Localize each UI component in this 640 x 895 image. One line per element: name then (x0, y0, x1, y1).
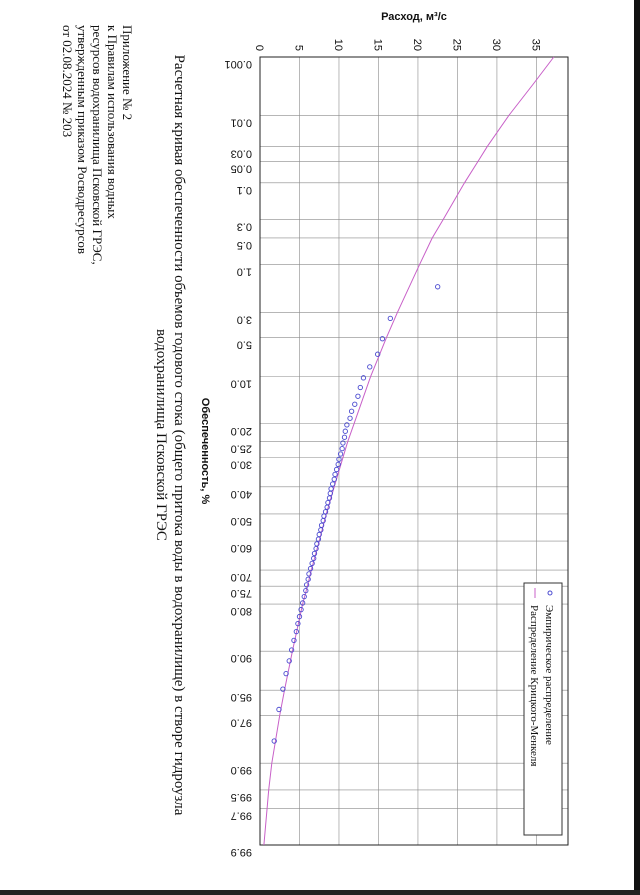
appendix-line-4: утвержденным приказом Росводресурсов (75, 25, 90, 254)
x-tick-label: 5.0 (236, 338, 252, 351)
x-tick-label: 20.0 (230, 424, 252, 437)
x-tick-label: 90.0 (230, 652, 252, 665)
y-tick-label: 30 (489, 38, 502, 51)
data-point (332, 477, 336, 481)
x-tick-label: 0.5 (236, 238, 252, 251)
data-point (349, 409, 353, 413)
x-tick-label: 95.0 (230, 691, 252, 704)
data-point (435, 285, 439, 289)
x-tick-label: 1.0 (236, 265, 252, 278)
chart-legend (524, 583, 562, 835)
data-point (388, 316, 392, 320)
data-point (342, 435, 346, 439)
y-axis-title: Расход, м³/с (381, 11, 447, 23)
y-tick-labels (253, 39, 541, 51)
series-line-kritsky-menkel (264, 57, 554, 845)
x-tick-label: 99.7 (230, 809, 252, 822)
data-point (353, 402, 357, 406)
x-tick-label: 30.0 (230, 458, 252, 471)
y-tick-label: 25 (450, 38, 463, 51)
x-tick-label: 97.0 (230, 716, 252, 729)
data-point (356, 394, 360, 398)
y-tick-label: 20 (410, 38, 423, 51)
appendix-line-5: от 02.08.2024 № 203 (60, 25, 75, 138)
data-point (330, 482, 334, 486)
appendix-line-2: к Правилам использования водных (105, 25, 120, 219)
data-point (343, 429, 347, 433)
data-point (340, 446, 344, 450)
x-tick-label: 0.05 (230, 162, 252, 175)
data-point (333, 472, 337, 476)
y-tick-label: 10 (331, 38, 344, 51)
y-tick-label: 15 (371, 38, 384, 51)
title-line-2: водохранилища Псковской ГРЭС (153, 329, 169, 541)
data-point (361, 376, 365, 380)
x-tick-label: 75.0 (230, 587, 252, 600)
x-tick-label: 25.0 (230, 442, 252, 455)
x-tick-label: 99.5 (230, 790, 252, 803)
x-tick-label: 0.03 (230, 147, 252, 160)
x-tick-label: 60.0 (230, 542, 252, 555)
data-point (336, 462, 340, 466)
x-tick-label: 0.001 (224, 58, 252, 70)
x-tick-label: 99.0 (230, 764, 252, 777)
appendix-line-3: ресурсов водохранилища Псковской ГРЭС, (90, 25, 105, 265)
data-point (368, 365, 372, 369)
data-point (334, 467, 338, 471)
x-tick-label: 10.0 (230, 377, 252, 390)
x-tick-label: 0.3 (236, 220, 252, 233)
x-tick-label: 0.01 (230, 116, 252, 129)
x-axis-title: Обеспеченность, % (199, 397, 211, 505)
title-line-1: Расчетная кривая обеспеченности объемов годового стока (общего притока воды в водохранилище) в створе гидроузла (171, 54, 187, 816)
data-point (348, 416, 352, 420)
chart-frame (260, 57, 568, 845)
x-tick-label: 70.0 (230, 571, 252, 584)
x-tick-label: 40.0 (230, 487, 252, 500)
y-tick-label: 35 (529, 38, 542, 51)
appendix-line-1: Приложение № 2 (120, 25, 135, 121)
data-point (345, 423, 349, 427)
data-point (329, 487, 333, 491)
data-point (306, 577, 310, 581)
legend-label-empirical: Эмпирическое распределение (543, 605, 555, 745)
x-tick-labels (224, 58, 252, 858)
x-tick-label: 80.0 (230, 605, 252, 618)
chart-grid (260, 57, 568, 845)
x-tick-label: 99.9 (230, 846, 252, 858)
data-point (358, 385, 362, 389)
legend-label-kritsky-menkel: Распределение Крицкого-Менкеля (528, 605, 540, 767)
x-tick-label: 0.1 (236, 183, 252, 196)
x-tick-label: 50.0 (230, 514, 252, 527)
y-tick-label: 5 (292, 44, 305, 51)
x-tick-label: 3.0 (236, 313, 252, 326)
data-point (310, 561, 314, 565)
data-point (380, 337, 384, 341)
y-tick-label: 0 (253, 44, 265, 51)
